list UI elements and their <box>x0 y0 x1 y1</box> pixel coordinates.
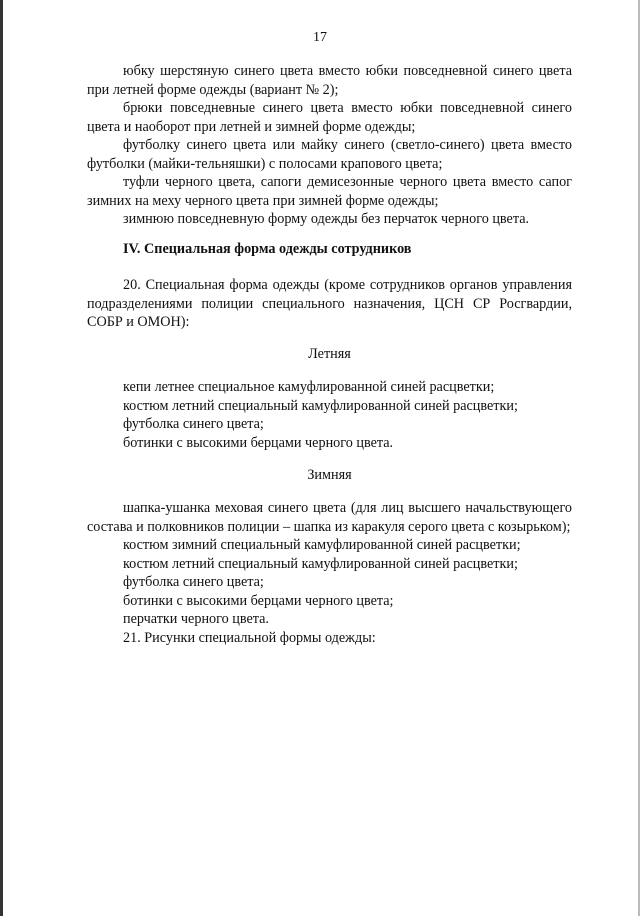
list-item: шапка-ушанка меховая синего цвета (для лиц высшего начальствующего состава и полковников полиции – шапка из каракуля серого цвета с козырьком); <box>87 500 572 535</box>
summer-list <box>87 378 572 452</box>
list-item: костюм летний специальный камуфлированной синей расцветки; <box>123 397 518 414</box>
winter-heading: Зимняя <box>307 467 352 483</box>
summer-heading-block <box>87 345 572 364</box>
page-number: 17 <box>313 30 327 45</box>
list-item: ботинки с высокими берцами черного цвета; <box>123 592 394 609</box>
list-item: футболку синего цвета или майку синего (светло-синего) цвета вместо футболки (майки-тельняшки) с полосами крапового цвета; <box>87 137 572 172</box>
paragraph-20: 20. Специальная форма одежды (кроме сотрудников органов управления подразделениями полиции специального назначения, ЦСН СР Росгвардии, СОБР и ОМОН): <box>87 277 572 330</box>
winter-list <box>87 499 572 647</box>
list-item: ботинки с высокими берцами черного цвета. <box>123 434 394 451</box>
summer-heading: Летняя <box>308 346 351 362</box>
paragraph-20-block <box>87 276 572 332</box>
list-item: юбку шерстяную синего цвета вместо юбки повседневной синего цвета при летней форме одежды (вариант № 2); <box>87 63 572 98</box>
list-item: кепи летнее специальное камуфлированной синей расцветки; <box>123 379 495 395</box>
paragraph-21: 21. Рисунки специальной формы одежды: <box>123 629 376 646</box>
list-item: перчатки черного цвета. <box>123 611 269 627</box>
section-heading: IV. Специальная форма одежды сотрудников <box>123 241 412 257</box>
list-item: футболка синего цвета; <box>123 416 264 432</box>
list-item: футболка синего цвета; <box>123 574 264 590</box>
list-item: туфли черного цвета, сапоги демисезонные черного цвета вместо сапог зимних на меху черного цвета при зимней форме одежды; <box>87 174 572 209</box>
list-item: костюм летний специальный камуфлированной синей расцветки; <box>123 555 518 572</box>
list-item: брюки повседневные синего цвета вместо юбки повседневной синего цвета и наоборот при летней и зимней форме одежды; <box>87 100 572 135</box>
scan-edge-left <box>0 0 3 916</box>
section-heading-block <box>87 240 572 259</box>
list-item: костюм зимний специальный камуфлированной синей расцветки; <box>123 537 521 553</box>
top-list <box>87 62 572 229</box>
winter-heading-block <box>87 466 572 485</box>
list-item: зимнюю повседневную форму одежды без перчаток черного цвета. <box>123 211 530 227</box>
